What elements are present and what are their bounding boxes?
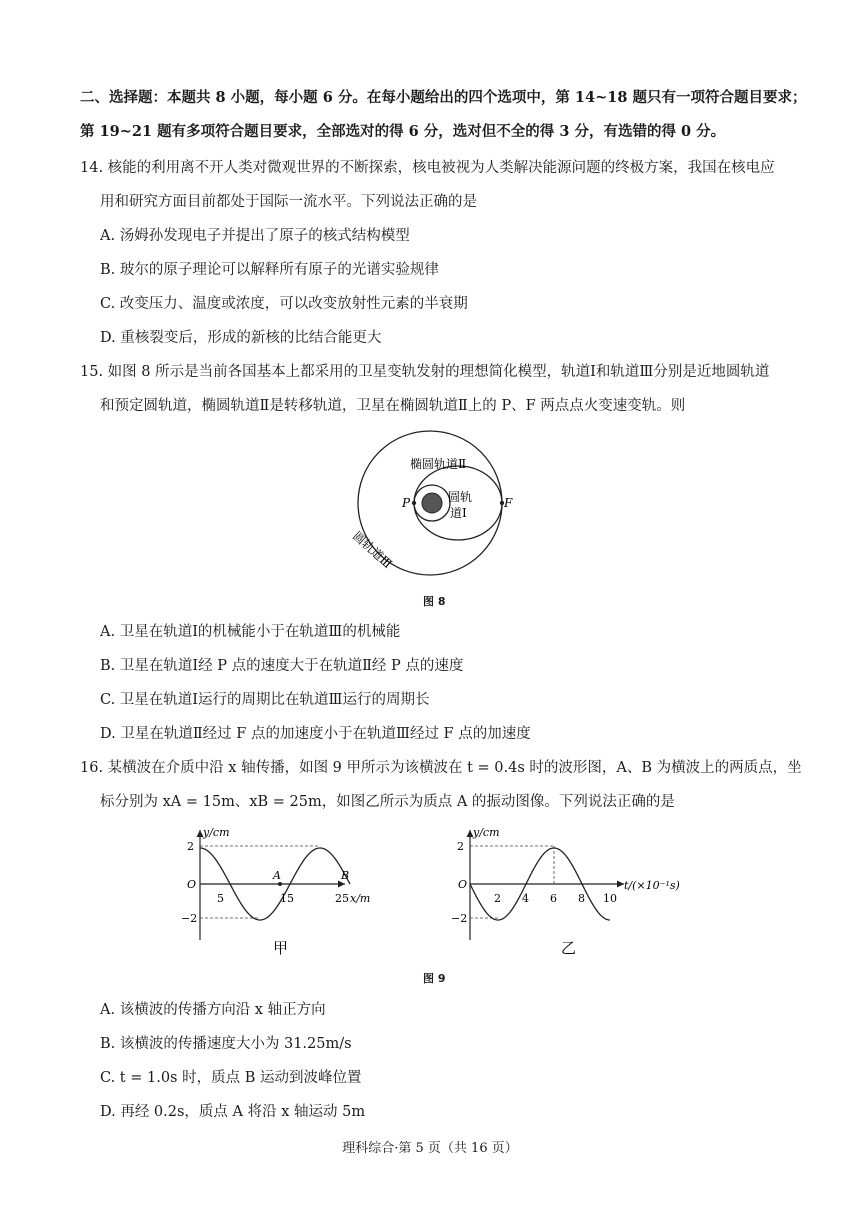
y-tick-2: 2 [457,840,464,853]
figure-9-caption: 图 9 [423,972,446,985]
earth-icon [422,493,442,513]
y-axis-label: y/cm [203,826,230,839]
q16-option-a: A. 该横波的传播方向沿 x 轴正方向 [100,1002,326,1018]
inner-orbit-label-1: 圆轨 [448,490,473,504]
point-b-label: B [341,869,350,882]
q15-option-c: C. 卫星在轨道Ⅰ运行的周期比在轨道Ⅲ运行的周期长 [100,692,430,708]
point-a-label: A [273,869,281,882]
q15-option-d: D. 卫星在轨道Ⅱ经过 F 点的加速度小于在轨道Ⅲ经过 F 点的加速度 [100,726,531,742]
q15-stem-line-1: 15. 如图 8 所示是当前各国基本上都采用的卫星变轨发射的理想简化模型，轨道Ⅰ和轨道Ⅲ分别是近地圆轨道 [80,364,770,380]
inner-orbit-label-2: 道Ⅰ [450,506,467,520]
q16-option-c: C. t = 1.0s 时，质点 B 运动到波峰位置 [100,1070,362,1086]
point-a-dot [278,882,282,886]
origin-label: O [458,878,468,891]
q14-stem-line-1: 14. 核能的利用离不开人类对微观世界的不断探索，核电被视为人类解决能源问题的终极方案，我国在核电应 [80,160,775,176]
chart-jia-name: 甲 [273,939,289,957]
x-tick-15: 15 [280,892,294,905]
x-axis-label: t/(×10⁻¹s) [624,879,680,892]
x-axis-label: x/m [350,892,371,905]
x-tick-4: 4 [522,892,529,905]
q16-option-d: D. 再经 0.2s，质点 A 将沿 x 轴运动 5m [100,1104,366,1120]
point-p-dot [412,501,416,505]
x-tick-8: 8 [578,892,585,905]
ellipse-orbit-label: 椭圆轨道Ⅱ [410,457,467,471]
x-tick-6: 6 [550,892,557,905]
y-axis-label: y/cm [473,826,500,839]
q14-option-c: C. 改变压力、温度或浓度，可以改变放射性元素的半衰期 [100,296,468,312]
point-p-label: P [402,496,411,510]
q15-option-a: A. 卫星在轨道Ⅰ的机械能小于在轨道Ⅲ的机械能 [100,624,401,640]
x-tick-10: 10 [603,892,617,905]
q16-option-b: B. 该横波的传播速度大小为 31.25m/s [100,1036,352,1052]
origin-label: O [187,878,197,891]
chart-yi-name: 乙 [561,939,577,957]
section-header-line-1: 二、选择题：本题共 8 小题，每小题 6 分。在每小题给出的四个选项中，第 14~18 题只有一项符合题目要求； [80,89,807,106]
figure-8-caption: 图 8 [423,595,446,608]
q14-option-b: B. 玻尔的原子理论可以解释所有原子的光谱实验规律 [100,262,439,278]
y-tick-neg-2: −2 [451,912,468,925]
orbit-diagram [340,425,520,595]
wave-chart-jia [165,822,385,962]
q16-stem-line-2: 标分别为 xA = 15m、xB = 25m，如图乙所示为质点 A 的振动图像。下列说法正确的是 [100,794,675,810]
q15-stem-line-2: 和预定圆轨道，椭圆轨道Ⅱ是转移轨道，卫星在椭圆轨道Ⅱ上的 P、F 两点点火变速变轨。则 [100,398,686,414]
x-tick-2: 2 [494,892,501,905]
x-tick-5: 5 [217,892,224,905]
outer-orbit-label: 圆轨道Ⅲ [349,528,395,572]
vibration-chart-yi [440,822,700,962]
q16-stem-line-1: 16. 某横波在介质中沿 x 轴传播，如图 9 甲所示为该横波在 t = 0.4s 时的波形图，A、B 为横波上的两质点，坐 [80,760,802,776]
q15-option-b: B. 卫星在轨道Ⅰ经 P 点的速度大于在轨道Ⅱ经 P 点的速度 [100,658,464,674]
q14-stem-line-2: 用和研究方面目前都处于国际一流水平。下列说法正确的是 [100,194,477,210]
x-tick-25: 25 [335,892,349,905]
section-header-line-2: 第 19~21 题有多项符合题目要求，全部选对的得 6 分，选对但不全的得 3 分，有选错的得 0 分。 [80,123,726,140]
q14-option-d: D. 重核裂变后，形成的新核的比结合能更大 [100,330,382,346]
point-f-label: F [504,496,513,510]
q14-option-a: A. 汤姆孙发现电子并提出了原子的核式结构模型 [100,228,410,244]
y-tick-2: 2 [187,840,194,853]
page-footer: 理科综合·第 5 页（共 16 页） [342,1141,518,1156]
y-tick-neg-2: −2 [181,912,198,925]
point-b-dot [338,882,342,886]
